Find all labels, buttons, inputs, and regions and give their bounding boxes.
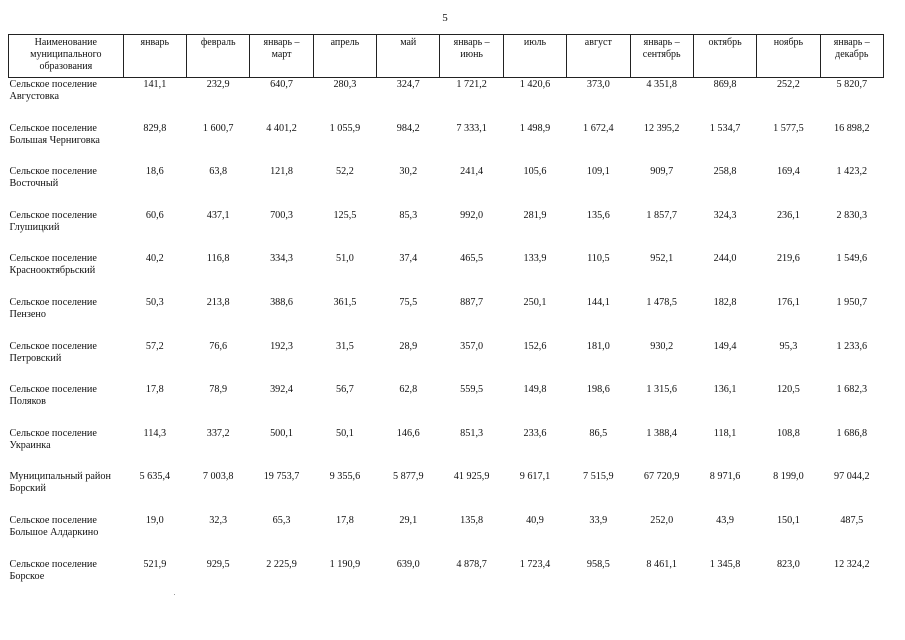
value-cell: 2 225,9	[266, 558, 297, 570]
value-cell: 236,1	[776, 209, 800, 221]
value-cell: 823,0	[776, 558, 800, 570]
value-cell: 86,5	[589, 427, 608, 439]
value-cell: 198,6	[586, 384, 610, 396]
municipality-name: Сельское поселение Августовка	[9, 79, 97, 102]
value-cell: 30,2	[399, 166, 418, 178]
value-cell: 9 617,1	[519, 471, 551, 483]
value-cell: 1 498,9	[519, 122, 551, 134]
value-cell: 9 355,6	[329, 471, 361, 483]
value-cell: 851,3	[460, 427, 484, 439]
value-cell: 75,5	[399, 296, 418, 308]
municipality-name: Сельское поселение Восточный	[9, 166, 97, 190]
value-cell: 135,6	[586, 209, 610, 221]
value-cell: 500,1	[270, 427, 293, 439]
table-row	[9, 78, 884, 123]
value-cell: 1 721,2	[456, 79, 487, 90]
value-cell: 361,5	[333, 296, 357, 308]
value-cell: 233,6	[523, 427, 547, 439]
value-cell: 232,9	[206, 79, 230, 90]
table-row	[9, 341, 884, 385]
value-cell: 640,7	[270, 79, 293, 90]
value-cell: 4 401,2	[266, 122, 297, 134]
column-header: январь	[123, 35, 186, 78]
table-row	[9, 166, 884, 210]
value-cell: 952,1	[650, 253, 674, 265]
value-cell: 992,0	[460, 209, 484, 221]
value-cell: 4 351,8	[646, 79, 677, 90]
value-cell: 50,3	[145, 296, 164, 308]
value-cell: 40,9	[526, 514, 544, 526]
value-cell: 33,9	[589, 514, 608, 526]
column-header: январь – март	[250, 35, 313, 78]
value-cell: 392,4	[270, 384, 293, 396]
column-header: ноябрь	[757, 35, 820, 78]
value-cell: 250,1	[523, 296, 547, 308]
value-cell: 829,8	[143, 122, 167, 134]
value-cell: 1 423,2	[836, 166, 868, 178]
value-cell: 125,5	[333, 209, 357, 221]
value-cell: 135,8	[460, 514, 484, 526]
value-cell: 31,5	[335, 340, 354, 352]
value-cell: 152,6	[523, 340, 547, 352]
value-cell: 1 315,6	[646, 384, 677, 396]
value-cell: 116,8	[206, 253, 230, 265]
value-cell: 19,0	[145, 514, 164, 526]
value-cell: 12 395,2	[643, 122, 680, 134]
column-header: апрель	[313, 35, 376, 78]
value-cell: 1 345,8	[709, 558, 741, 570]
value-cell: 334,3	[270, 253, 293, 265]
value-cell: 252,0	[650, 514, 674, 526]
value-cell: 109,1	[586, 166, 610, 178]
column-header-name: Наименование муниципального образования	[9, 35, 124, 78]
value-cell: 95,3	[779, 340, 798, 352]
value-cell: 51,0	[335, 253, 354, 265]
value-cell: 373,0	[586, 79, 610, 90]
municipality-name: Сельское поселение Пензено	[9, 296, 97, 320]
value-cell: 8 971,6	[709, 471, 741, 483]
value-cell: 2 830,3	[836, 209, 868, 221]
value-cell: 181,0	[586, 340, 610, 352]
value-cell: 62,8	[399, 384, 418, 396]
value-cell: 60,6	[145, 209, 164, 221]
value-cell: 5 820,7	[836, 79, 868, 90]
value-cell: 219,6	[776, 253, 800, 265]
table-row	[9, 559, 884, 603]
value-cell: 1 420,6	[519, 79, 551, 90]
column-header: октябрь	[693, 35, 756, 78]
value-cell: 521,9	[143, 558, 167, 570]
value-cell: 133,9	[523, 253, 547, 265]
value-cell: 258,8	[713, 166, 737, 178]
table-row	[9, 428, 884, 472]
value-cell: 176,1	[776, 296, 800, 308]
value-cell: 887,7	[460, 296, 484, 308]
value-cell: 29,1	[399, 514, 418, 526]
municipality-name: Сельское поселение Петровский	[9, 340, 97, 364]
value-cell: 388,6	[270, 296, 293, 308]
value-cell: 241,4	[460, 166, 484, 178]
value-cell: 909,7	[650, 166, 674, 178]
column-header: январь – июнь	[440, 35, 503, 78]
value-cell: 1 190,9	[329, 558, 361, 570]
value-cell: 984,2	[396, 122, 420, 134]
value-cell: 40,2	[145, 253, 164, 265]
value-cell: 4 878,7	[456, 558, 487, 570]
value-cell: 8 199,0	[773, 471, 804, 483]
table-row	[9, 210, 884, 254]
value-cell: 50,1	[335, 427, 354, 439]
value-cell: 43,9	[716, 514, 734, 526]
value-cell: 192,3	[270, 340, 293, 352]
value-cell: 324,3	[713, 209, 737, 221]
table-row	[9, 297, 884, 341]
value-cell: 1 577,5	[773, 122, 804, 134]
value-cell: 114,3	[143, 427, 167, 439]
value-cell: 63,8	[209, 166, 228, 178]
value-cell: 1 534,7	[709, 122, 741, 134]
table-body	[9, 78, 884, 603]
value-cell: 244,0	[713, 253, 737, 265]
value-cell: 149,8	[523, 384, 547, 396]
value-cell: 7 003,8	[202, 471, 234, 483]
value-cell: 110,5	[587, 253, 610, 265]
value-cell: 17,8	[335, 514, 354, 526]
value-cell: 324,7	[396, 79, 420, 90]
value-cell: 32,3	[209, 514, 228, 526]
value-cell: 57,2	[145, 340, 164, 352]
value-cell: 105,6	[523, 166, 547, 178]
municipality-name: Сельское поселение Украинка	[9, 427, 97, 451]
value-cell: 280,3	[333, 79, 357, 90]
value-cell: 487,5	[840, 514, 864, 526]
value-cell: 869,8	[713, 79, 737, 90]
column-header: февраль	[187, 35, 250, 78]
value-cell: 357,0	[460, 340, 484, 352]
value-cell: 930,2	[650, 340, 674, 352]
value-cell: 141,1	[143, 79, 167, 90]
value-cell: 85,3	[399, 209, 418, 221]
value-cell: 146,6	[396, 427, 420, 439]
municipality-name: Муниципальный район Борский	[9, 471, 111, 495]
value-cell: 1 478,5	[646, 296, 677, 308]
value-cell: 1 857,7	[646, 209, 677, 221]
table-row	[9, 253, 884, 297]
table-row	[9, 515, 884, 559]
value-cell: 958,5	[586, 558, 610, 570]
value-cell: 1 233,6	[836, 340, 868, 352]
value-cell: 78,9	[209, 384, 228, 396]
value-cell: 52,2	[335, 166, 354, 178]
table-row	[9, 123, 884, 167]
value-cell: 56,7	[335, 384, 354, 396]
value-cell: 12 324,2	[833, 558, 870, 570]
value-cell: 18,6	[145, 166, 164, 178]
value-cell: 252,2	[776, 79, 800, 90]
value-cell: 136,1	[713, 384, 737, 396]
column-header: январь – сентябрь	[630, 35, 693, 78]
table-header-row	[9, 35, 884, 78]
value-cell: 465,5	[460, 253, 484, 265]
value-cell: 118,1	[713, 427, 737, 439]
value-cell: 5 635,4	[139, 471, 171, 483]
value-cell: 437,1	[206, 209, 230, 221]
column-header: январь – декабрь	[820, 35, 883, 78]
municipality-name: Сельское поселение Большое Алдаркино	[9, 514, 99, 538]
value-cell: 1 388,4	[646, 427, 677, 439]
value-cell: 169,4	[776, 166, 800, 178]
value-cell: 1 672,4	[583, 122, 614, 134]
value-cell: 37,4	[399, 253, 418, 265]
value-cell: 1 600,7	[202, 122, 234, 134]
column-header: август	[567, 35, 630, 78]
value-cell: 19 753,7	[263, 471, 300, 483]
column-header: май	[377, 35, 440, 78]
value-cell: 108,8	[776, 427, 800, 439]
value-cell: 182,8	[713, 296, 737, 308]
value-cell: 7 515,9	[583, 471, 614, 483]
value-cell: 281,9	[523, 209, 547, 221]
value-cell: 97 044,2	[833, 471, 870, 483]
page-number: 5	[442, 12, 448, 24]
data-table	[8, 34, 884, 602]
value-cell: 65,3	[272, 514, 291, 526]
value-cell: 67 720,9	[643, 471, 680, 483]
value-cell: 1 723,4	[519, 558, 551, 570]
value-cell: 700,3	[270, 209, 293, 221]
scan-speck	[174, 594, 175, 595]
value-cell: 1 686,8	[836, 427, 868, 439]
value-cell: 559,5	[460, 384, 484, 396]
table-row	[9, 384, 884, 428]
value-cell: 28,9	[399, 340, 418, 352]
value-cell: 120,5	[776, 384, 800, 396]
municipality-name: Сельское поселение Краснооктябрьский	[9, 253, 97, 277]
value-cell: 7 333,1	[456, 122, 487, 134]
value-cell: 1 055,9	[329, 122, 361, 134]
municipality-name: Сельское поселение Большая Черниговка	[9, 122, 100, 146]
value-cell: 17,8	[145, 384, 164, 396]
value-cell: 213,8	[206, 296, 230, 308]
value-cell: 929,5	[206, 558, 230, 570]
value-cell: 1 549,6	[836, 253, 868, 265]
value-cell: 76,6	[209, 340, 228, 352]
value-cell: 149,4	[713, 340, 737, 352]
municipality-name: Сельское поселение Борское	[9, 558, 97, 582]
value-cell: 639,0	[396, 558, 420, 570]
value-cell: 1 682,3	[836, 384, 868, 396]
value-cell: 5 877,9	[392, 471, 424, 483]
value-cell: 337,2	[206, 427, 230, 439]
municipality-name: Сельское поселение Поляков	[9, 384, 97, 408]
value-cell: 150,1	[776, 514, 800, 526]
value-cell: 1 950,7	[836, 296, 868, 308]
value-cell: 41 925,9	[453, 471, 490, 483]
value-cell: 144,1	[586, 296, 610, 308]
column-header: июль	[503, 35, 566, 78]
table-row	[9, 471, 884, 515]
municipality-name: Сельское поселение Глушицкий	[9, 209, 97, 233]
value-cell: 16 898,2	[833, 122, 870, 134]
value-cell: 121,8	[270, 166, 293, 178]
value-cell: 8 461,1	[646, 558, 677, 570]
